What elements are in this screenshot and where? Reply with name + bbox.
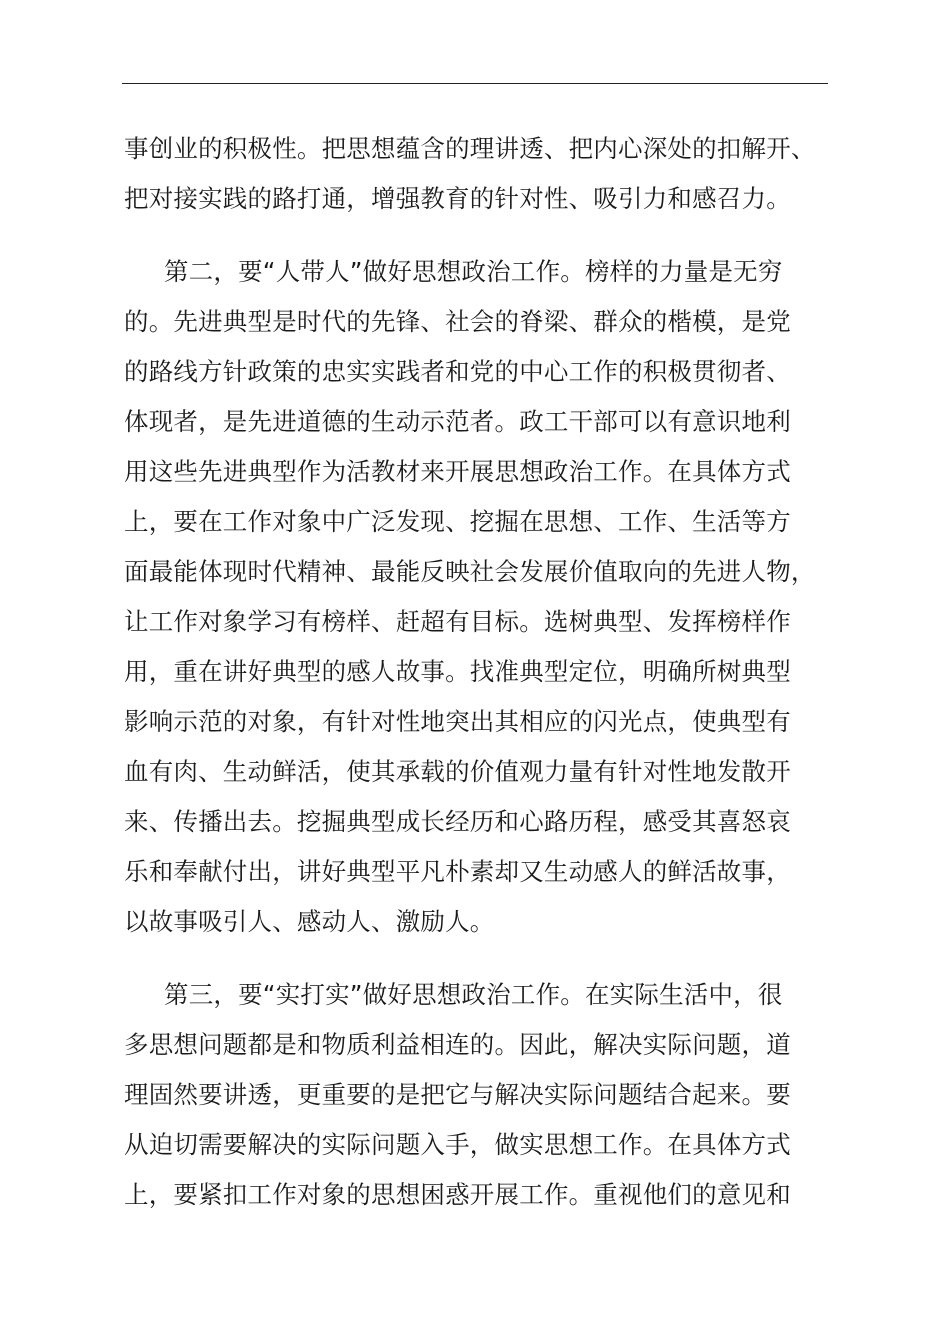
paragraph-gap: [124, 947, 836, 970]
text-line: 上，要在工作对象中广泛发现、挖掘在思想、工作、生活等方: [124, 507, 791, 536]
text-line: 来、传播出去。挖掘典型成长经历和心路历程，感受其喜怒哀: [124, 807, 791, 836]
text-line: 用这些先进典型作为活教材来开展思想政治工作。在具体方式: [124, 457, 791, 486]
text-line: 的路线方针政策的忠实实践者和党的中心工作的积极贯彻者、: [124, 357, 791, 386]
text-line: 理固然要讲透，更重要的是把它与解决实际问题结合起来。要: [124, 1080, 791, 1109]
text-line: 面最能体现时代精神、最能反映社会发展价值取向的先进人物，: [124, 557, 816, 586]
text-line: 第二，要“人带人”做好思想政治工作。榜样的力量是无穷: [164, 257, 783, 286]
text-line: 事创业的积极性。把思想蕴含的理讲透、把内心深处的扣解开、: [124, 134, 816, 163]
document-body: [124, 124, 836, 1220]
text-line: 乐和奉献付出，讲好典型平凡朴素却又生动感人的鲜活故事，: [124, 857, 791, 886]
paragraph-gap: [124, 224, 836, 247]
text-line: 影响示范的对象，有针对性地突出其相应的闪光点，使典型有: [124, 707, 791, 736]
header-rule: [122, 83, 828, 84]
text-line: 体现者，是先进道德的生动示范者。政工干部可以有意识地利: [124, 407, 791, 436]
text-line: 多思想问题都是和物质利益相连的。因此，解决实际问题，道: [124, 1030, 791, 1059]
text-line: 血有肉、生动鲜活，使其承载的价值观力量有针对性地发散开: [124, 757, 791, 786]
paragraph-3: [124, 970, 836, 1220]
paragraph-2: [124, 247, 836, 947]
text-line: 把对接实践的路打通，增强教育的针对性、吸引力和感召力。: [124, 184, 791, 213]
text-line: 上，要紧扣工作对象的思想困惑开展工作。重视他们的意见和: [124, 1180, 791, 1209]
text-line: 的。先进典型是时代的先锋、社会的脊梁、群众的楷模，是党: [124, 307, 791, 336]
text-line: 让工作对象学习有榜样、赶超有目标。选树典型、发挥榜样作: [124, 607, 791, 636]
text-line: 第三，要“实打实”做好思想政治工作。在实际生活中，很: [164, 980, 783, 1009]
text-line: 用，重在讲好典型的感人故事。找准典型定位，明确所树典型: [124, 657, 791, 686]
paragraph-1: [124, 124, 836, 224]
text-line: 从迫切需要解决的实际问题入手，做实思想工作。在具体方式: [124, 1130, 791, 1159]
text-line: 以故事吸引人、感动人、激励人。: [124, 907, 495, 936]
